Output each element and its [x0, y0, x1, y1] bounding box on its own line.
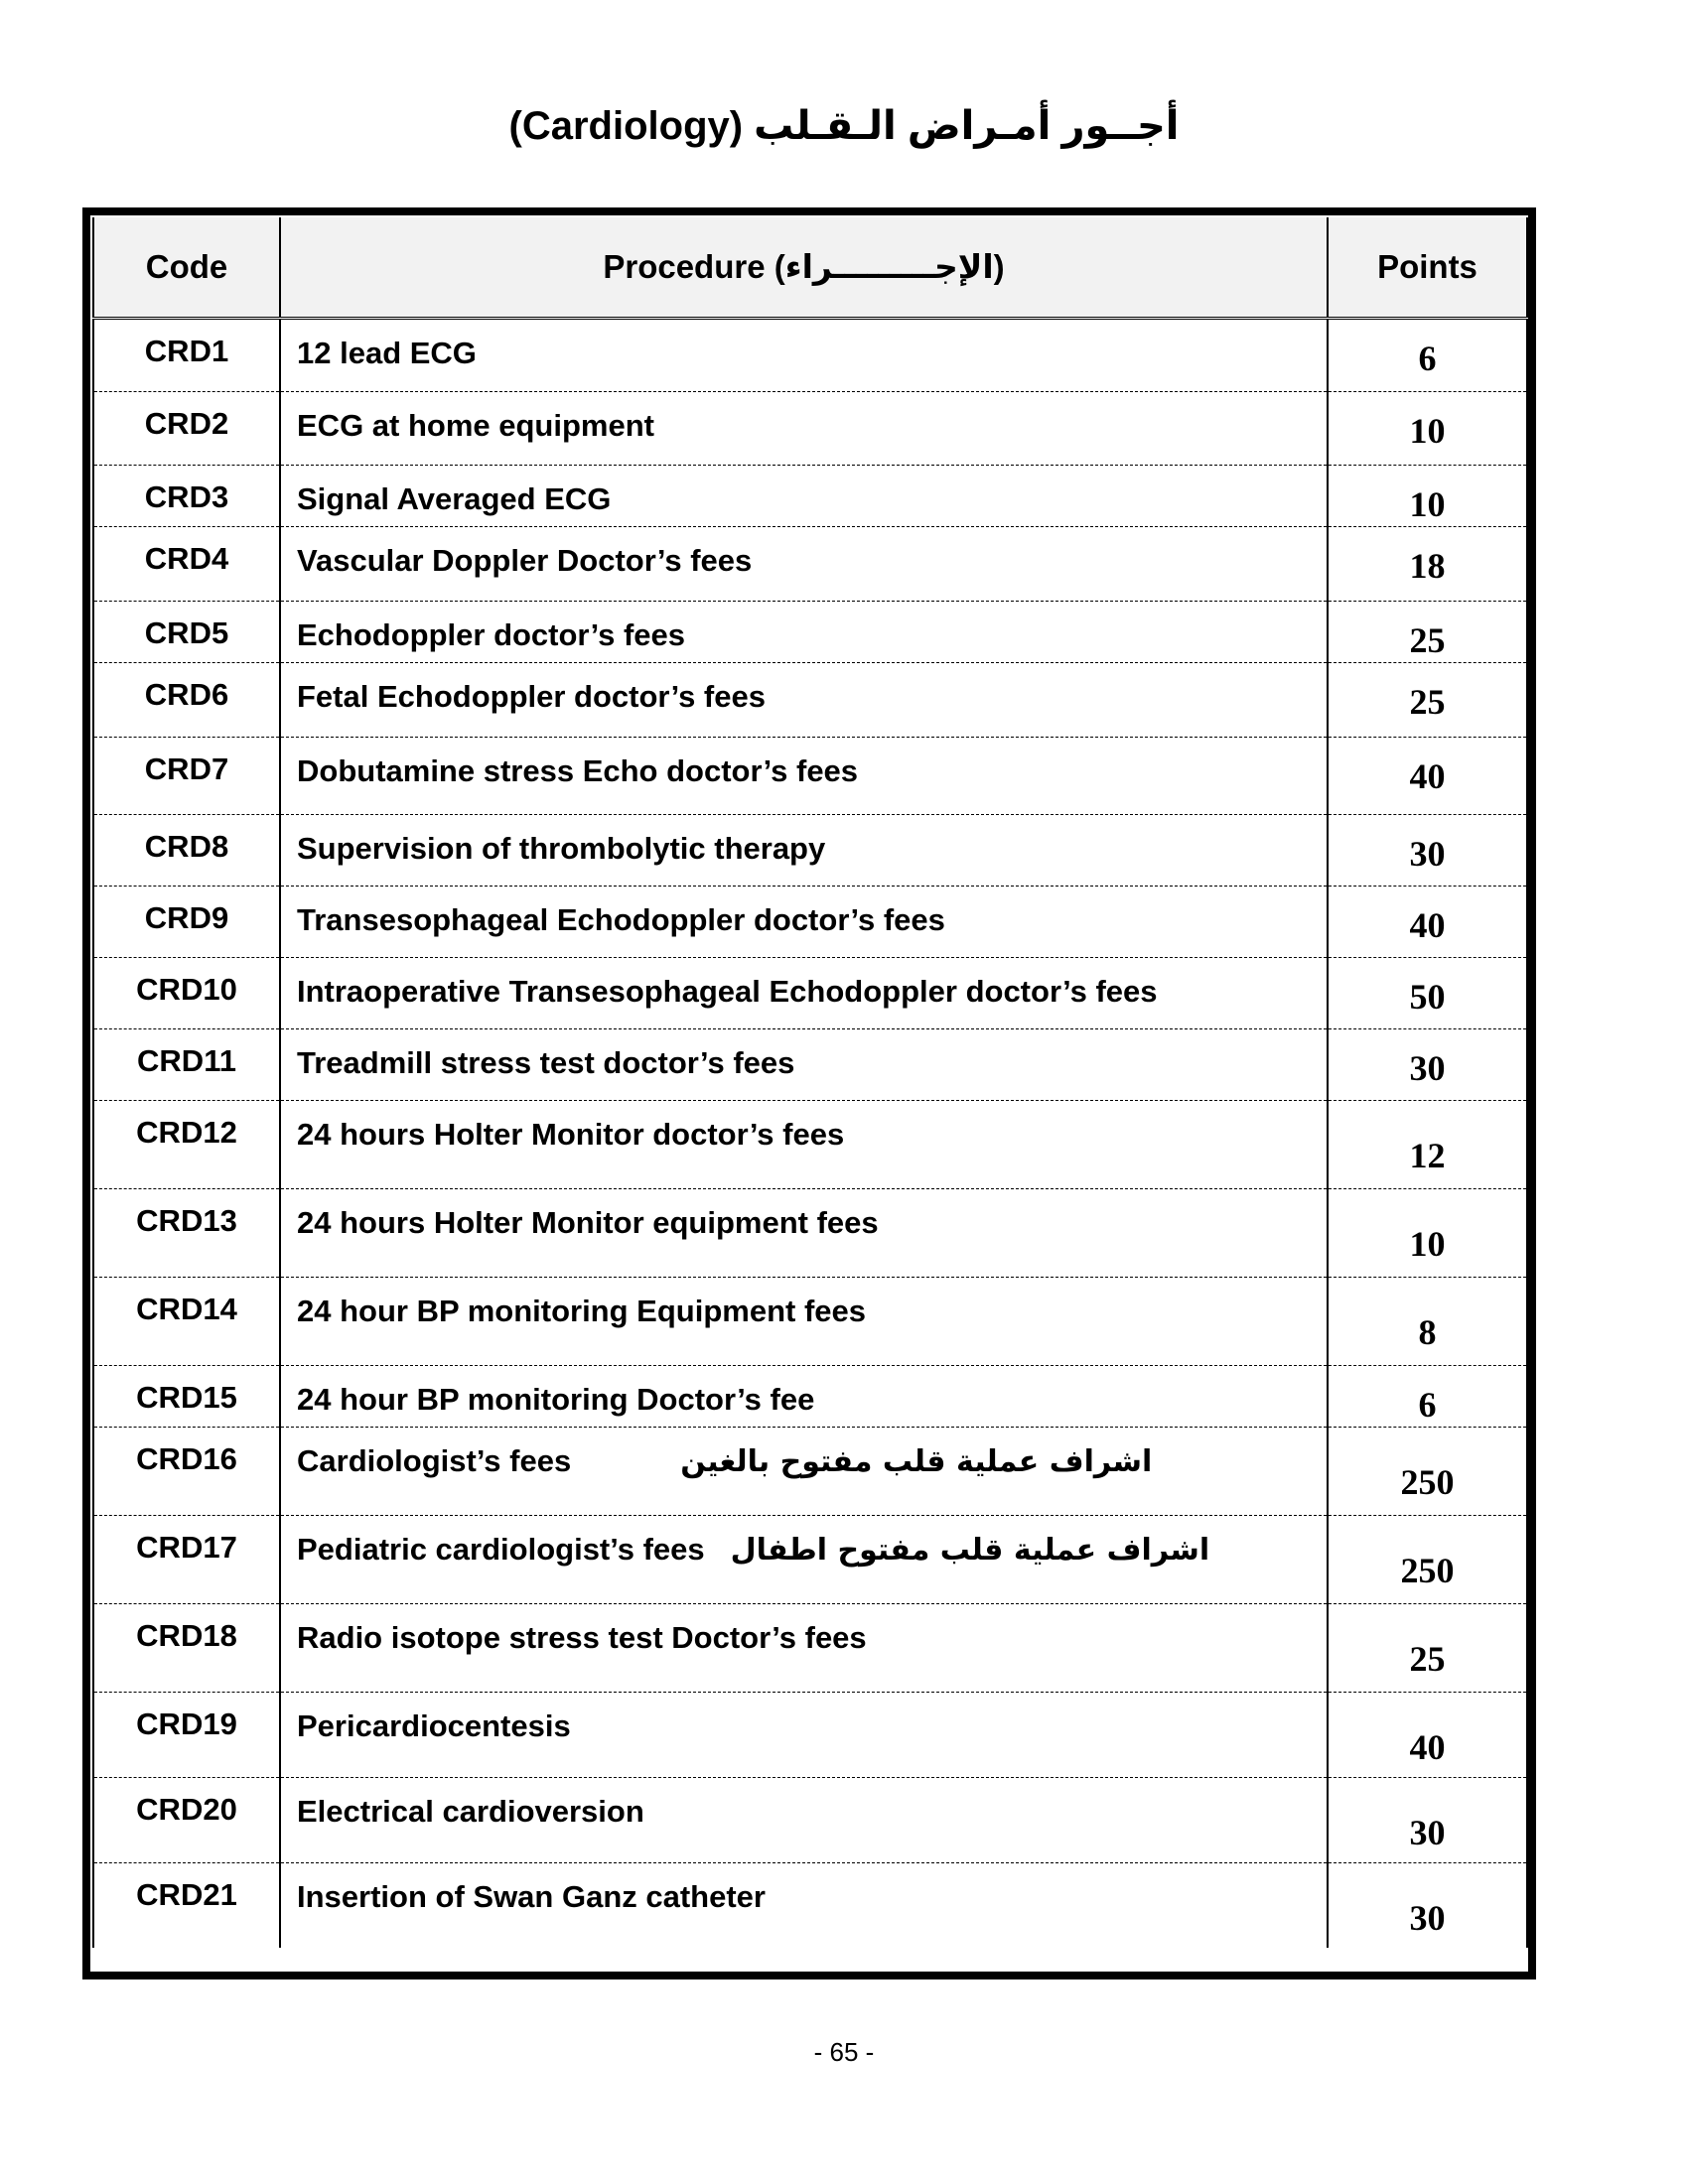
- table-row: [93, 318, 1527, 391]
- table-row: [93, 814, 1527, 886]
- code-cell: CRD3: [93, 465, 280, 526]
- points-cell: 25: [1328, 662, 1527, 737]
- page-number: - 65 -: [813, 2037, 875, 2067]
- procedure-cell: Electrical cardioversion: [280, 1777, 1328, 1862]
- procedure-cell: [280, 1515, 1328, 1603]
- procedure-cell: 24 hours Holter Monitor doctor’s fees: [280, 1100, 1328, 1188]
- points-cell: 250: [1328, 1427, 1527, 1515]
- procedure-cell: Echodoppler doctor’s fees: [280, 601, 1328, 662]
- table-row: [93, 1427, 1527, 1515]
- points-cell: 30: [1328, 1028, 1527, 1100]
- code-cell: CRD4: [93, 526, 280, 601]
- code-cell: CRD6: [93, 662, 280, 737]
- arabic-note: اشراف عملية قلب مفتوح بالغين: [680, 1443, 1153, 1479]
- procedure-cell: Dobutamine stress Echo doctor’s fees: [280, 737, 1328, 814]
- table-row: [93, 957, 1527, 1028]
- procedure-cell: Treadmill stress test doctor’s fees: [280, 1028, 1328, 1100]
- procedure-text: Pediatric cardiologist’s fees: [297, 1531, 705, 1567]
- table-row: [93, 526, 1527, 601]
- table-row: [93, 391, 1527, 465]
- code-cell: CRD16: [93, 1427, 280, 1515]
- points-cell: 30: [1328, 1777, 1527, 1862]
- code-cell: CRD18: [93, 1603, 280, 1692]
- procedure-cell: 24 hours Holter Monitor equipment fees: [280, 1188, 1328, 1277]
- code-cell: CRD15: [93, 1365, 280, 1427]
- code-cell: CRD19: [93, 1692, 280, 1777]
- code-cell: CRD9: [93, 886, 280, 957]
- points-cell: 250: [1328, 1515, 1527, 1603]
- points-cell: 25: [1328, 1603, 1527, 1692]
- procedure-cell: Radio isotope stress test Doctor’s fees: [280, 1603, 1328, 1692]
- procedure-cell: Insertion of Swan Ganz catheter: [280, 1862, 1328, 1948]
- procedure-text: Cardiologist’s fees: [297, 1442, 572, 1478]
- procedure-cell: [280, 1427, 1328, 1515]
- code-cell: CRD20: [93, 1777, 280, 1862]
- points-cell: 12: [1328, 1100, 1527, 1188]
- code-cell: CRD7: [93, 737, 280, 814]
- points-cell: 8: [1328, 1277, 1527, 1365]
- points-cell: 25: [1328, 601, 1527, 662]
- code-cell: CRD14: [93, 1277, 280, 1365]
- code-cell: CRD11: [93, 1028, 280, 1100]
- points-cell: 40: [1328, 1692, 1527, 1777]
- fees-table: [92, 217, 1528, 1948]
- table-row: [93, 601, 1527, 662]
- code-cell: CRD5: [93, 601, 280, 662]
- table-row: [93, 662, 1527, 737]
- code-cell: CRD10: [93, 957, 280, 1028]
- code-cell: CRD8: [93, 814, 280, 886]
- table-row: [93, 1777, 1527, 1862]
- points-column-header: Points: [1328, 217, 1527, 318]
- procedure-cell: Intraoperative Transesophageal Echodoppler doctor’s fees: [280, 957, 1328, 1028]
- procedure-cell: ECG at home equipment: [280, 391, 1328, 465]
- points-cell: 30: [1328, 1862, 1527, 1948]
- code-cell: CRD12: [93, 1100, 280, 1188]
- table-row: [93, 1603, 1527, 1692]
- procedure-cell: Fetal Echodoppler doctor’s fees: [280, 662, 1328, 737]
- table-row: [93, 1028, 1527, 1100]
- procedure-cell: 24 hour BP monitoring Equipment fees: [280, 1277, 1328, 1365]
- points-cell: 40: [1328, 737, 1527, 814]
- code-cell: CRD1: [93, 318, 280, 391]
- procedure-cell: 24 hour BP monitoring Doctor’s fee: [280, 1365, 1328, 1427]
- code-cell: CRD13: [93, 1188, 280, 1277]
- points-cell: 10: [1328, 465, 1527, 526]
- points-cell: 6: [1328, 1365, 1527, 1427]
- procedure-column-header: Procedure (الإجـــــــــراء): [280, 217, 1328, 318]
- procedure-cell: Supervision of thrombolytic therapy: [280, 814, 1328, 886]
- table-row: [93, 1692, 1527, 1777]
- procedure-cell: 12 lead ECG: [280, 318, 1328, 391]
- points-cell: 6: [1328, 318, 1527, 391]
- points-cell: 50: [1328, 957, 1527, 1028]
- procedure-cell: Vascular Doppler Doctor’s fees: [280, 526, 1328, 601]
- code-column-header: Code: [93, 217, 280, 318]
- table-row: [93, 1862, 1527, 1948]
- procedure-cell: Transesophageal Echodoppler doctor’s fees: [280, 886, 1328, 957]
- procedure-cell: Pericardiocentesis: [280, 1692, 1328, 1777]
- table-row: [93, 737, 1527, 814]
- points-cell: 18: [1328, 526, 1527, 601]
- table-row: [93, 1188, 1527, 1277]
- table-row: [93, 886, 1527, 957]
- table-row: [93, 1365, 1527, 1427]
- table-row: [93, 1515, 1527, 1603]
- table-header-row: [93, 217, 1527, 318]
- points-cell: 10: [1328, 391, 1527, 465]
- points-cell: 10: [1328, 1188, 1527, 1277]
- table-row: [93, 465, 1527, 526]
- procedure-cell: Signal Averaged ECG: [280, 465, 1328, 526]
- code-cell: CRD2: [93, 391, 280, 465]
- points-cell: 30: [1328, 814, 1527, 886]
- page-title: أجــور أمـراض الـقـلب (Cardiology): [508, 104, 1180, 148]
- points-cell: 40: [1328, 886, 1527, 957]
- code-cell: CRD21: [93, 1862, 280, 1948]
- table-row: [93, 1100, 1527, 1188]
- arabic-note: اشراف عملية قلب مفتوح اطفال: [730, 1532, 1210, 1568]
- table-row: [93, 1277, 1527, 1365]
- code-cell: CRD17: [93, 1515, 280, 1603]
